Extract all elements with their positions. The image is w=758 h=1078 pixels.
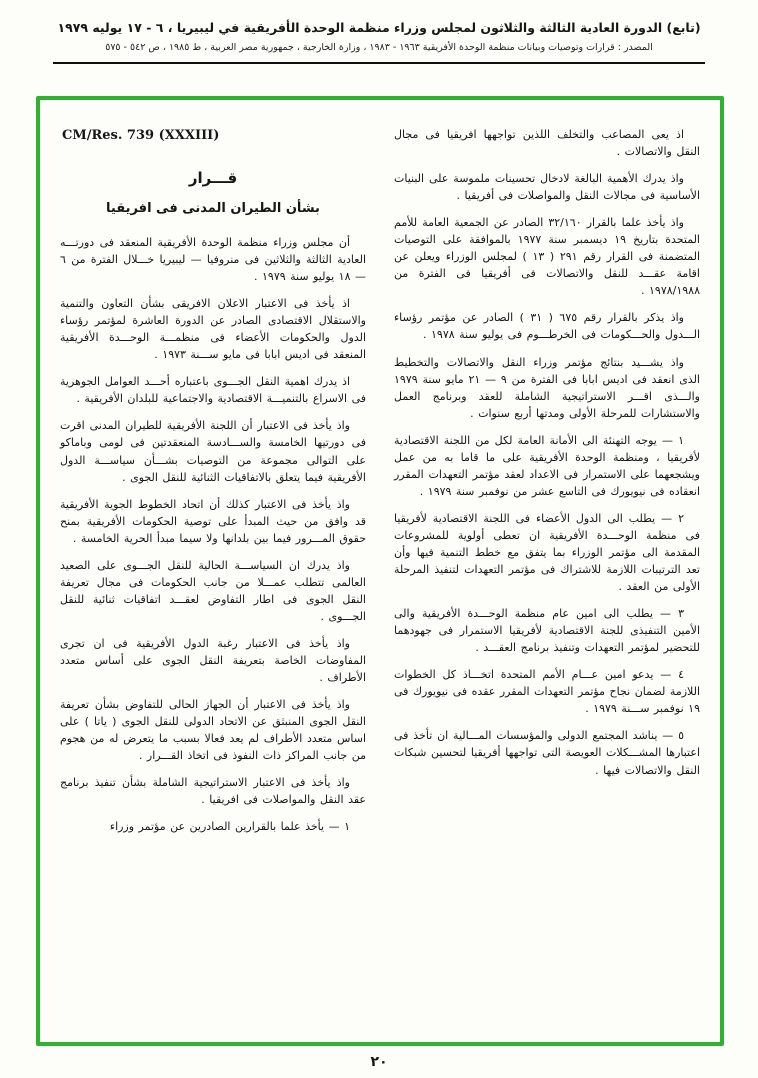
resolution-paragraph: واذ يأخذ فى الاعتبار أن اللجنة الأفريقية للطيران المدنى اقرت فى دورتيها الخامسة والســـادسة المنعقدتين فى لومى وباماكو على التوالى مجموعة من التوصيات بشـــأن سياســـة الدول الأفريقية فيما يتعلق بالاتفاقيات الثنائية للنقل الجوى .	[60, 419, 366, 484]
resolution-title: قـــرار	[188, 169, 238, 187]
resolution-paragraph: واذ يدرك ان السياســـة الحالية للنقل الجـــوى على الصعيد العالمى تتطلب عمـــلا من جانب الحكومات فى مجال تعريفة النقل الجوى فى اطار التفاوض لعقـــد اتفاقيات ثنائية للنقل الجـــوى .	[60, 558, 366, 623]
resolution-reference: CM/Res. 739 (XXXIII)	[62, 128, 220, 143]
resolution-paragraph: اذ يدرك اهمية النقل الجـــوى باعتباره أحـــد العوامل الجوهرية فى الاسراع بالتنميـــة الاقتصادية والاجتماعية للبلدان الأفريقية .	[60, 375, 366, 406]
right-column	[394, 126, 700, 1028]
resolution-paragraph: اذ يأخذ فى الاعتبار الاعلان الافريقى بشأن التعاون والتنمية والاستقلال الاقتصادى الصادر عن الدورة العاشرة لمؤتمر رؤساء الدول والحكومات الأعضاء فى منظمـــة الوحـــدة الأفريقية المنعقد فى اديس ابابا فى مايو ســـنة ١٩٧٣ .	[60, 297, 366, 362]
resolution-paragraph: ٤ — يدعو امين عـــام الأمم المتحدة اتخـــاذ كل الخطوات اللازمة لضمان نجاح مؤتمر التعهدات المقرر عقده فى نيويورك فى ١٩ نوفمبر ســـنة ١٩٧٩ .	[394, 668, 700, 716]
header-source-line: المصدر : قرارات وتوصيات وبيانات منظمة الوحدة الأفريقية ١٩٦٣ - ١٩٨٣ ، وزارة الخارجية ، جمهورية مصر العربية ، ط ١٩٨٥ ، ص ٥٤٢ - ٥٧٥	[105, 42, 653, 53]
resolution-paragraph: واذ يأخذ علما بالقرار ٣٢/١٦٠ الصادر عن الجمعية العامة للأمم المتحدة بتاريخ ١٩ ديسمبر سنة ١٩٧٧ بالموافقة على التوصيات المتضمنة فى القرار رقم ٢٩١ ( ١٣ ) لمجلس الوزراء ويعلن عن اقامة عقـــد للنقل والاتصالات فى أفريقيا فى الفترة من ١٩٧٨/١٩٨٨ .	[394, 216, 700, 298]
resolution-subtitle: بشأن الطيران المدنى فى افريقيا	[106, 201, 320, 216]
resolution-paragraph: أن مجلس وزراء منظمة الوحدة الأفريقية المنعقد فى دورتـــه العادية الثالثة والثلاثين فى منروفيا — ليبيريا خـــلال الفترة من ٦ — ١٨ يوليو سنة ١٩٧٩ .	[60, 236, 366, 284]
resolution-paragraph: واذ يشـــيد بنتائج مؤتمر وزراء النقل والاتصالات والتخطيط الذى انعقد فى اديس ابابا فى الفترة من ٩ — ٢١ مايو سنة ١٩٧٩ والـــذى اقـــر الاستراتيجية الشاملة للعقد وبرنامج العمل والاستشارات للمرحلة الأولى ومدتها أربع سنوات .	[394, 355, 700, 420]
resolution-paragraph: ٢ — يطلب الى الدول الأعضاء فى اللجنة الاقتصادية لأفريقيا فى منظمة الوحـــدة الأفريقية ان تعطى أولوية للمشروعات المقدمة الى مؤتمر الوزراء بما يتفق مع خطط التنمية فيها وأن تعد الترتيبات اللازمة للاشتراك فى مؤتمر التعهدات لتنفيذ المرحلة الأولى من العقد .	[394, 511, 700, 594]
header-session-title: (تابع) الدورة العادية الثالثة والثلاثون لمجلس وزراء منظمة الوحدة الأفريقية في ليبيريا ، ٦ - ١٧ يوليه ١٩٧٩	[57, 20, 701, 35]
resolution-paragraph: ١ — يوجه التهنئة الى الأمانة العامة لكل من اللجنة الاقتصادية لأفريقيا ، ومنظمة الوحدة الأفريقية على ما قاما به من عمل ويشجعهما على الاستمرار فى الاعداد لعقد مؤتمر التعهدات المقرر انعقاده فى نيويورك فى التاسع عشر من نوفمبر سنة ١٩٧٩ .	[394, 433, 700, 498]
resolution-paragraph: واذ يأخذ فى الاعتبار أن الجهاز الحالى للتفاوض بشأن تعريفة النقل الجوى المنبثق عن الاتحاد الدولى للنقل الجوى ( ياتا ) على اساس متعدد الأطراف لم يعد فعالا بسبب ما يتعرض له من هجوم من جانب المراكز ذات النفوذ فى اتخاذ القـــرار .	[60, 698, 366, 763]
header-divider	[53, 62, 705, 64]
resolution-paragraph: ١ — يأخذ علما بالقرارين الصادرين عن مؤتمر وزراء	[109, 820, 350, 834]
resolution-paragraph: واذ يذكر بالقرار رقم ٦٧٥ ( ٣١ ) الصادر عن مؤتمر رؤساء الـــدول والحـــكومات فى الخرطـــوم فى يوليو سنة ١٩٧٨ .	[394, 311, 700, 342]
right-column-paragraphs	[394, 126, 700, 779]
left-column	[60, 126, 366, 1028]
page-number: ٢٠	[370, 1054, 388, 1070]
resolution-paragraph: اذ يعى المصاعب والتخلف اللذين تواجهها افريقيا فى مجال النقل والاتصالات .	[394, 128, 700, 159]
page-header	[0, 0, 758, 64]
resolution-paragraph: ٣ — يطلب الى امين عام منظمة الوحـــدة الأفريقية والى الأمين التنفيذى للجنة الاقتصادية لأفريقيا الاستمرار فى جهودهما للتحضير لمؤتمر التعهدات وتنفيذ برنامج العقـــد .	[394, 607, 700, 655]
resolution-paragraph: واذ يأخذ فى الاعتبار رغبة الدول الأفريقية فى ان تجرى المفاوضات الخاصة بتعريفة النقل الجوى على أساس متعدد الأطراف .	[60, 636, 366, 685]
resolution-paragraph: واذ يدرك الأهمية البالغة لادخال تحسينات ملموسة على البنيات الأساسية فى مجالات النقل والمواصلات فى أفريقيا .	[394, 172, 700, 203]
resolution-paragraph: ٥ — يناشد المجتمع الدولى والمؤسسات المـــالية ان تأخذ فى اعتبارها المشـــكلات العويصة التى تواجهها أفريقيا لتحسين شبكات النقل والاتصالات فيها .	[394, 729, 700, 777]
resolution-paragraph: واذ يأخذ فى الاعتبار الاستراتيجية الشاملة بشأن تنفيذ برنامج عقد النقل والمواصلات فى افريقيا .	[60, 776, 366, 807]
document-frame	[36, 96, 724, 1046]
two-column-layout	[60, 126, 700, 1028]
left-column-paragraphs	[60, 234, 366, 835]
resolution-paragraph: واذ يأخذ فى الاعتبار كذلك أن اتحاد الخطوط الجوية الأفريقية قد وافق من حيث المبدأ على توصية الحكومات الأفريقية بمنح حقوق المـــرور فيما بين بلدانها ولا سيما مبدأ الحرية الخامسة .	[60, 497, 366, 545]
